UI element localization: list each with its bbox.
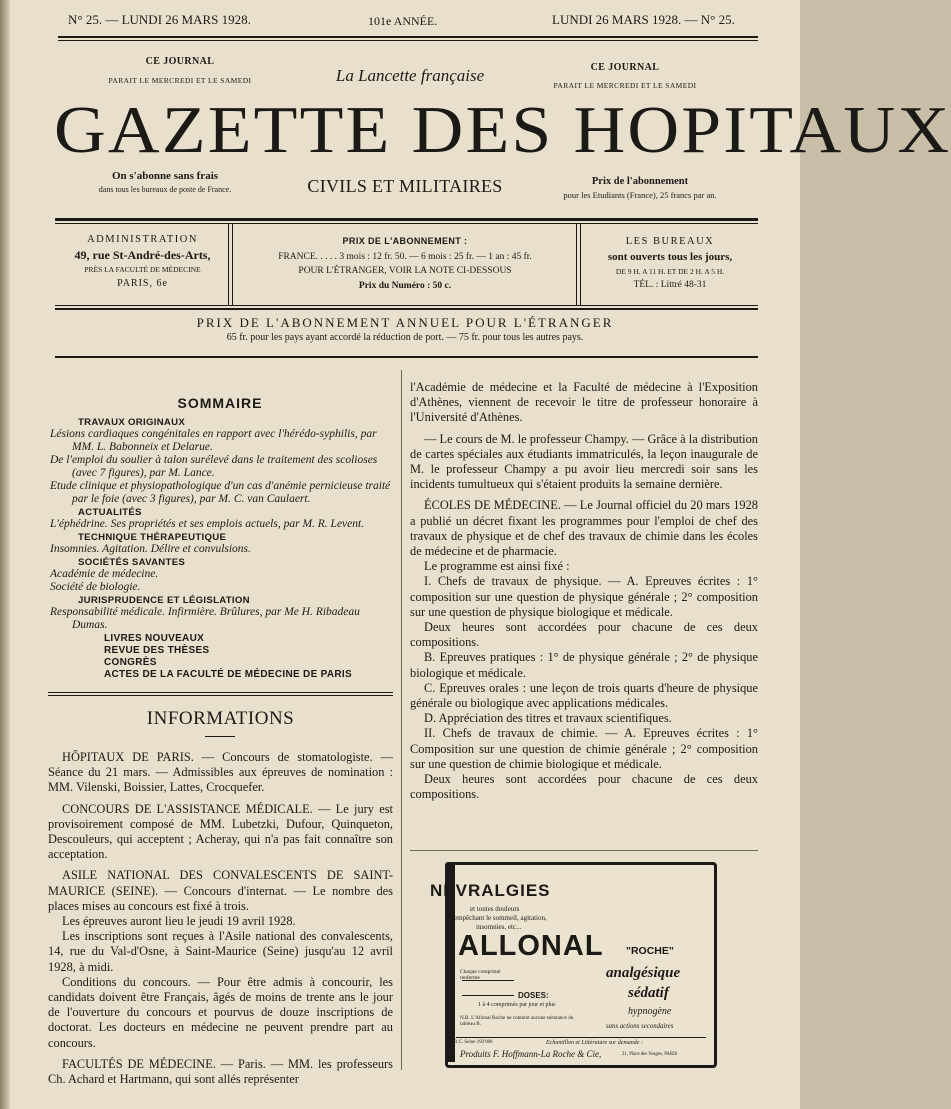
advert-analgesique: analgésique [606, 965, 681, 981]
advert-brand: ALLONAL [458, 930, 604, 962]
sommaire-section-heading: SOCIÉTÉS SAVANTES [78, 556, 186, 568]
advert-sub3: insomnies, etc... [476, 923, 522, 931]
sommaire-rule-2 [48, 695, 393, 696]
right-column-paragraph: D. Appréciation des titres et travaux scientifiques. [424, 711, 672, 726]
prix-title: PRIX DE L'ABONNEMENT : [342, 236, 468, 246]
infobox-top-rule [55, 218, 758, 221]
right-column-paragraph: B. Epreuves pratiques : 1° de physique générale ; 2° de physique biologique et médicale. [410, 650, 758, 680]
sommaire-entry: Responsabilité médicale. Infirmière. Brûlures, par Me H. Ribadeau Dumas. [50, 605, 360, 631]
sommaire-section-heading: LIVRES NOUVEAUX [104, 632, 205, 644]
advert-rc: R.C. Seine 192'006 [454, 1040, 493, 1045]
sommaire-section-heading: CONGRÈS [104, 656, 157, 668]
right-column-end-rule [410, 850, 758, 851]
right-column-paragraph: Deux heures sont accordées pour chacune de ces deux compositions. [410, 772, 758, 802]
bureaux-title: LES BUREAUX [625, 236, 715, 247]
advert-tablet-text: Chaque comprimé renferme [460, 969, 501, 982]
page-edge-shadow [0, 0, 10, 1109]
masthead-abonne: On s'abonne sans frais [111, 170, 219, 182]
right-column-paragraph: C. Epreuves orales : une leçon de trois quarts d'heure de physique générale ou biologique avec applications médicales. [410, 680, 758, 711]
informations-paragraph: HÔPITAUX DE PARIS. — Concours de stomatologiste. — Séance du 21 mars. — Admissibles aux épreuves de nomination : MM. Vilenski, Boissier, Lattes, Crocquefer. [48, 750, 393, 795]
informations-paragraph: FACULTÉS DE MÉDECINE. — Paris. — MM. les professeurs Ch. Achard et Hartmann, qui sont allés représenter [48, 1056, 393, 1087]
informations-paragraph: Conditions du concours. — Pour être admis à concourir, les candidats doivent être Français, âgés de moins de trente ans le jour de l'ouverture du concours et pourvus de douze inscriptions de doctorat. Les docteurs en médecine ne peuvent prendre part au concours. [48, 974, 393, 1050]
informations-paragraph: CONCOURS DE L'ASSISTANCE MÉDICALE. — Le jury est provisoirement composé de MM. Lubetzki, Dufour, Quinqueton, Descouleurs, qui acceptent ; Acheray, qui n'a pas fait connaître son acceptation. [48, 801, 393, 862]
etranger-prices: 65 fr. pour les pays ayant accordé la réduction de port. — 75 fr. pour tous les autres pays. [226, 332, 584, 343]
right-column-paragraph: I. Chefs de travaux de physique. — A. Epreuves écrites : 1° composition sur une question de physique générale ; 2° composition sur une question de physique biologique et médicale. [410, 574, 758, 619]
admin-address: 49, rue St-André-des-Arts, [74, 248, 211, 262]
sommaire-section-heading: TECHNIQUE THÉRAPEUTIQUE [78, 531, 227, 543]
informations-paragraph: Les épreuves auront lieu le jeudi 19 avril 1928. [62, 914, 296, 929]
masthead-prix: Prix de l'abonnement [591, 176, 689, 187]
advert-produits: Produits F. Hoffmann-La Roche & Cie, [460, 1049, 602, 1059]
advert-sans-actions: sans actions secondaires [606, 1023, 674, 1030]
masthead-right-journal: CE JOURNAL [590, 62, 660, 73]
header-rule-thin [58, 40, 758, 41]
issue-number-left: N° 25. — LUNDI 26 MARS 1928. [68, 12, 251, 27]
allonal-advert [430, 862, 717, 1068]
sommaire-entry: Insomnies. Agitation. Délire et convulsions. [50, 542, 251, 555]
advert-sub1: et toutes douleurs [470, 905, 520, 913]
infobox-divider-2 [576, 224, 577, 306]
sommaire-entry: Lésions cardiaques congénitales en rapport avec l'hérédo-syphilis, par MM. L. Babonneix et Delarue. [50, 428, 377, 453]
advert-address: 21, Place des Vosges, PARIS [622, 1052, 678, 1057]
bureaux-tel: TÉL. : Littré 48-31 [633, 280, 707, 290]
sommaire-section-heading: TRAVAUX ORIGINAUX [78, 417, 186, 428]
informations-paragraph: ASILE NATIONAL DES CONVALESCENTS DE SAINT-MAURICE (SEINE). — Concours d'internat. — Le nombre des places mises au concours est fixé à trois. [48, 868, 393, 913]
sommaire-entry: Etude clinique et physiopathologique d'un cas d'anémie pernicieuse traité par le foie (avec 3 figures), par M. C. van Caulaert. [50, 479, 391, 505]
advert-headline: NÉVRALGIES [430, 881, 551, 900]
advert-footer-rule [456, 1037, 706, 1038]
advert-echantillon: Echantillon et Littérature sur demande : [546, 1040, 643, 1046]
issue-year: 101e ANNÉE. [368, 14, 438, 28]
sommaire-rule [48, 692, 393, 693]
etranger-title: PRIX DE L'ABONNEMENT ANNUEL POUR L'ÉTRANGER [196, 315, 614, 330]
right-column-paragraph: Deux heures sont accordées pour chacune de ces deux compositions. [410, 620, 758, 650]
admin-city: PARIS, 6e [117, 278, 168, 289]
sommaire-entry: Académie de médecine. [50, 567, 159, 580]
prix-france: FRANCE. . . . . 3 mois : 12 fr. 50. — 6 mois : 25 fr. — 1 an : 45 fr. [278, 252, 532, 262]
right-column-paragraph: Le programme est ainsi fixé : [424, 559, 570, 574]
column-separator [401, 370, 402, 1070]
masthead-right-parait: PARAIT LE MERCREDI ET LE SAMEDI [553, 81, 697, 90]
masthead-left-parait: PARAIT LE MERCREDI ET LE SAMEDI [108, 76, 252, 85]
bureaux-heures: DE 9 H. A 11 H. ET DE 2 H. A 5 H. [615, 267, 725, 276]
sommaire-section-heading: REVUE DES THÈSES [104, 644, 210, 656]
informations-body [48, 750, 393, 1087]
right-column-paragraph: — Le cours de M. le professeur Champy. — Grâce à la distribution de cartes spéciales aux étudiants immatriculés, la leçon inaugurale de M. le professeur Champy a pu avoir lieu mercredi soir sans les incidents tumultueux qui s'étaient produits la semaine dernière. [410, 431, 758, 492]
etranger-rule [55, 356, 758, 358]
infobox-divider-1b [232, 224, 233, 306]
admin-title: ADMINISTRATION [87, 234, 198, 245]
masthead-left-journal: CE JOURNAL [145, 56, 215, 67]
infobox-bottom-rule-thick [55, 308, 758, 310]
advert-sub2: empêchant le sommeil, agitation, [454, 914, 547, 922]
bureaux-ouverts: sont ouverts tous les jours, [607, 251, 733, 263]
informations-title: INFORMATIONS [146, 708, 295, 729]
header-rule [58, 36, 758, 38]
sommaire-title: SOMMAIRE [177, 395, 263, 411]
sommaire-section-heading: JURISPRUDENCE ET LÉGISLATION [78, 594, 250, 606]
right-column-paragraph: ÉCOLES DE MÉDECINE. — Le Journal officiel du 20 mars 1928 a publié un décret fixant les programmes pour l'emploi de chef des travaux de physique et de chef des travaux de chimie dans les écoles de médecine et de pharmacie. [410, 498, 758, 559]
infobox-top-rule-thin [55, 223, 758, 224]
advert-hypnogene: hypnogène [628, 1006, 672, 1017]
admin-pres: PRÈS LA FACULTÉ DE MÉDECINE [84, 265, 201, 274]
sommaire-entry: Société de biologie. [50, 580, 141, 593]
masthead-bureaux-poste: dans tous les bureaux de poste de France. [98, 185, 232, 194]
sommaire-section-heading: ACTES DE LA FACULTÉ DE MÉDECINE DE PARIS [104, 668, 352, 680]
newspaper-title: GAZETTE DES HOPITAUX [54, 93, 951, 167]
prix-etranger-note: POUR L'ÉTRANGER, VOIR LA NOTE CI-DESSOUS [298, 266, 512, 276]
right-column-body [410, 380, 758, 802]
right-column-paragraph: II. Chefs de travaux de chimie. — A. Epreuves écrites : 1° Composition sur une question de chimie générale ; 2° composition sur une question de chimie biologique et médicale. [410, 726, 758, 771]
issue-number-right: LUNDI 26 MARS 1928. — N° 25. [552, 12, 735, 27]
prix-numero: Prix du Numéro : 50 c. [358, 281, 452, 291]
advert-doses-text: 1 à 4 comprimés par jour et plus [478, 1002, 556, 1008]
advert-tablet-lines [462, 980, 514, 996]
sommaire-list [50, 416, 395, 680]
sommaire-entry: L'éphédrine. Ses propriétés et ses emplois actuels, par M. R. Levent. [50, 517, 365, 530]
right-column-paragraph: l'Académie de médecine et la Faculté de médecine à l'Exposition d'Athènes, viennent de recevoir le titre de professeur honoraire à l'Université d'Athènes. [410, 380, 758, 425]
infobox-divider-2b [580, 224, 581, 306]
advert-nb: N.B. L'Allonal Roche ne contient aucune substance du tableau B. [460, 1015, 574, 1028]
informations-paragraph: Les inscriptions sont reçues à l'Asile national des convalescents, 14, rue du Val-d'Osne, à Saint-Maurice (Seine) jusqu'au 12 avril 1928, à midi. [48, 929, 393, 974]
informations-ornament [205, 736, 235, 737]
sommaire-section-heading: ACTUALITÉS [78, 506, 142, 518]
masthead-subtitle: La Lancette française [335, 66, 485, 85]
advert-doses-title: DOSES: [518, 991, 549, 1000]
masthead-etudiants: pour les Etudiants (France), 25 francs par an. [563, 190, 717, 200]
advert-sedatif: sédatif [628, 985, 669, 1001]
advert-roche: "ROCHE" [626, 945, 674, 957]
masthead-civils: CIVILS ET MILITAIRES [307, 176, 503, 196]
infobox-bottom-rule [55, 305, 758, 306]
sommaire-entry: De l'emploi du soulier à talon surélevé dans le traitement des scolioses (avec 7 figures), par M. Lance. [50, 453, 378, 479]
